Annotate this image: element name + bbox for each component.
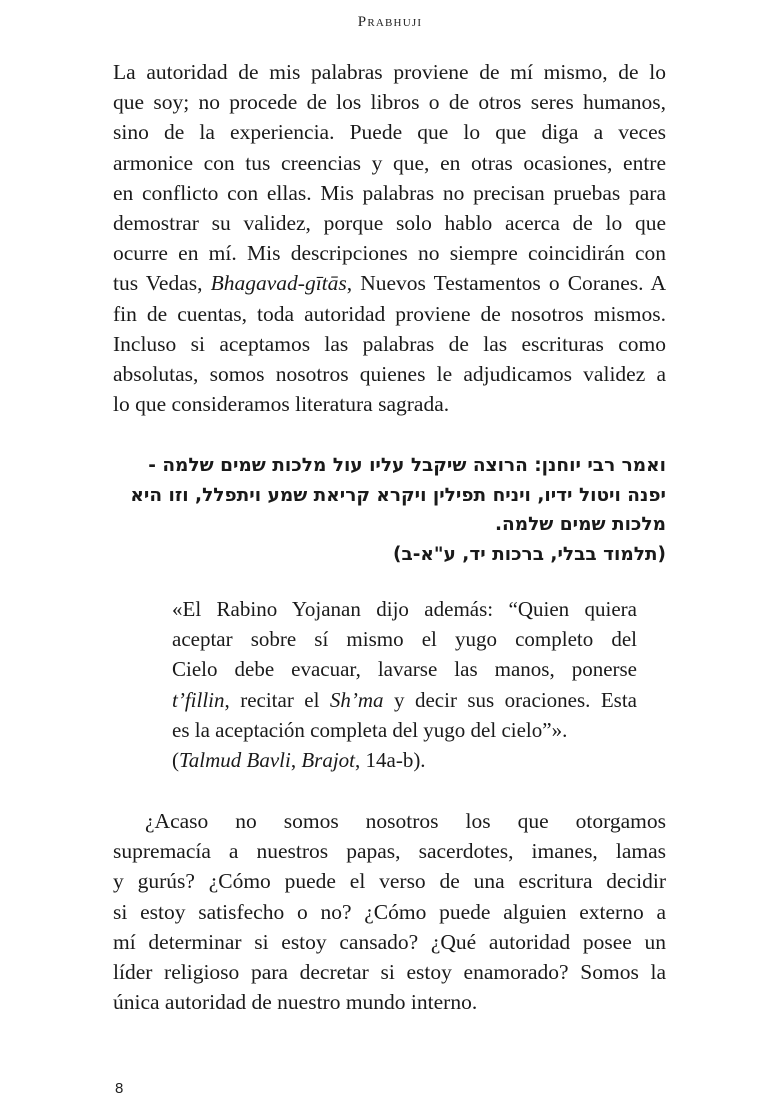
quote-line-with-italic	[172, 685, 637, 715]
text-line: y gurús? ¿Cómo puede el verso de una escritura decidir	[113, 869, 666, 894]
text-line	[113, 806, 666, 836]
spanish-quote	[172, 594, 637, 775]
quote-line: aceptar sobre sí mismo el yugo completo del	[172, 627, 637, 652]
text-line: demostrar su validez, porque solo hablo acerca de lo que	[113, 211, 666, 236]
text-line: fin de cuentas, toda autoridad proviene de nosotros mismos.	[113, 301, 666, 326]
text-line: armonice con tus creencias y que, en otras ocasiones, entre	[113, 150, 666, 175]
text-fragment: ,	[290, 748, 302, 773]
text-line: si estoy satisfecho o no? ¿Cómo puede alguien externo a	[113, 899, 666, 924]
text-line: Incluso si aceptamos las palabras de las escrituras como	[113, 331, 666, 356]
text-fragment: y decir sus oraciones. Esta	[383, 687, 637, 712]
hebrew-citation: (תלמוד בבלי, ברכות יד, ע"א-ב)	[393, 543, 666, 565]
page-number: 8	[115, 1080, 124, 1097]
italic-term: Sh’ma	[329, 687, 384, 712]
text-line-with-italic	[113, 268, 666, 298]
text-fragment: tus Vedas,	[113, 271, 211, 296]
text-fragment: , 14a-b).	[355, 748, 426, 773]
text-line: mí determinar si estoy cansado? ¿Qué autoridad posee un	[113, 929, 666, 954]
quote-line: es la aceptación completa del yugo del cielo”».	[172, 717, 568, 742]
text-line: en conflicto con ellas. Mis palabras no precisan pruebas para	[113, 180, 666, 205]
hebrew-line: יפנה ויטול ידיו, ויניח תפילין ויקרא קריאת שמע ויתפלל, וזו היא	[130, 484, 666, 506]
hebrew-line: ואמר רבי יוחנן: הרוצה שיקבל עליו עול מלכות שמים שלמה -	[148, 455, 666, 476]
text-line: única autoridad de nuestro mundo interno.	[113, 990, 478, 1015]
text-fragment: ¿Acaso no somos nosotros los que otorgamos	[145, 809, 666, 833]
text-line: que soy; no procede de los libros o de otros seres humanos,	[113, 90, 666, 115]
text-line: La autoridad de mis palabras proviene de mí mismo, de lo	[113, 60, 666, 84]
quote-line: «El Rabino Yojanan dijo además: “Quien quiera	[172, 597, 637, 621]
italic-term: t’fillin	[172, 687, 225, 712]
hebrew-line: מלכות שמים שלמה.	[494, 514, 666, 535]
quote-line: Cielo debe evacuar, lavarse las manos, ponerse	[172, 657, 637, 682]
hebrew-quote	[113, 451, 666, 569]
text-fragment: , recitar el	[224, 687, 330, 712]
text-line: lo que consideramos literatura sagrada.	[113, 392, 450, 417]
text-line: sino de la experiencia. Puede que lo que diga a veces	[113, 120, 666, 145]
text-line: absolutas, somos nosotros quienes le adjudicamos validez a	[113, 362, 666, 387]
text-line: líder religioso para decretar si estoy enamorado? Somos la	[113, 960, 666, 985]
quote-citation	[172, 745, 637, 775]
text-line: supremacía a nuestros papas, sacerdotes, imanes, lamas	[113, 839, 666, 864]
italic-term: Bhagavad-gītās	[210, 271, 347, 296]
italic-title: Talmud Bavli	[179, 748, 291, 773]
text-fragment: , Nuevos Testamentos o Coranes. A	[346, 271, 666, 296]
paragraph-authority	[113, 57, 666, 419]
text-line: ocurre en mí. Mis descripciones no siempre coincidirán con	[113, 241, 666, 266]
paragraph-supremacy	[113, 806, 666, 1017]
text-fragment: (	[172, 748, 179, 773]
italic-title: Brajot	[301, 748, 355, 773]
running-head: Prabhuji	[357, 14, 423, 30]
